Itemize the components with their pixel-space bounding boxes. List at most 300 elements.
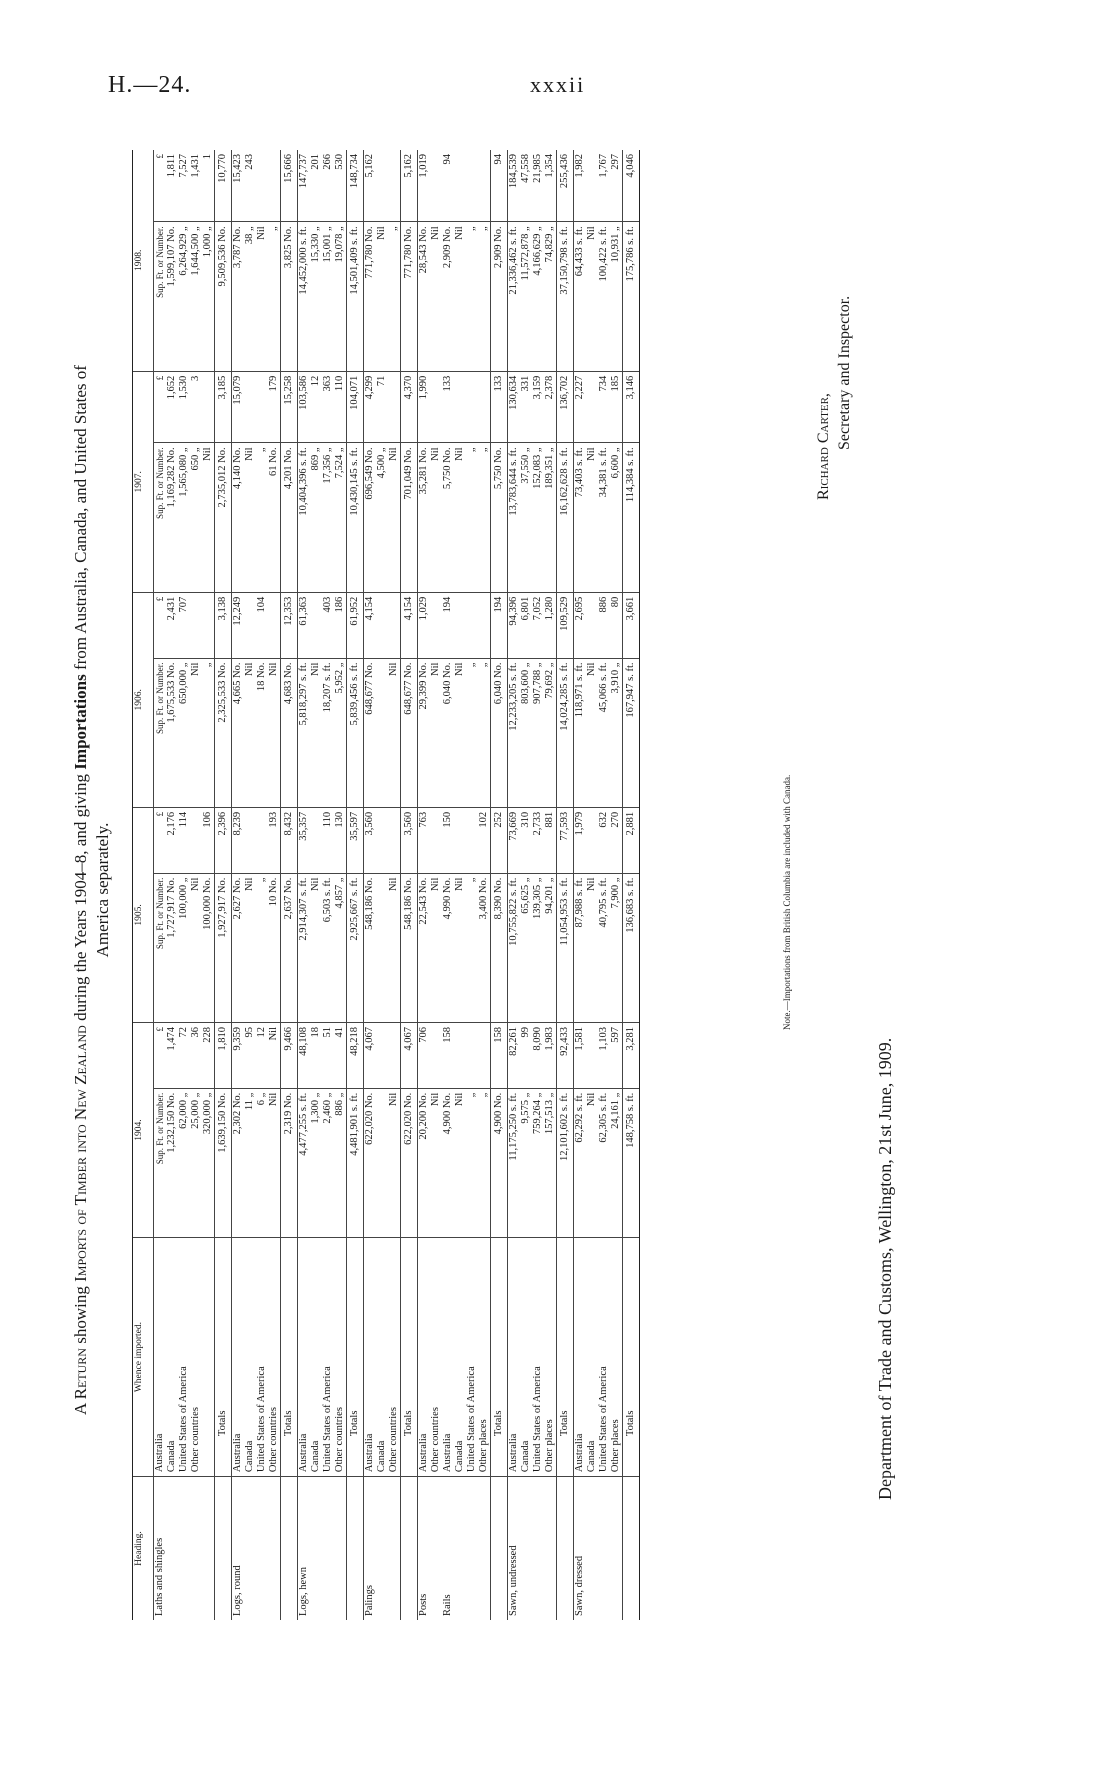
pound-value: 95 (244, 1026, 255, 1038)
page-number: xxxii (530, 72, 586, 97)
pound-value (388, 597, 400, 654)
quantity-value: 1,675,533 No. (166, 662, 177, 723)
pound-value (478, 376, 490, 439)
pound-value (256, 376, 268, 439)
quantity-value: 19,078 „ (334, 226, 345, 263)
quantity-value: Nil (244, 662, 255, 676)
quantity-value: 139,305 „ (532, 877, 543, 920)
title-part: A (71, 1399, 90, 1415)
totals-row (281, 150, 298, 1620)
pound-value: 763 (418, 811, 429, 828)
total-value: 4,046 (623, 150, 640, 222)
total-value: 109,529 (557, 592, 574, 658)
title-part: Imports of Timber into New Zealand (71, 1025, 90, 1282)
pound-value: 36 (190, 1026, 201, 1038)
quantity-value: 869 „ (310, 447, 321, 471)
quantity-cell (442, 222, 491, 371)
quantity-value: 7,524 „ (334, 447, 345, 479)
pound-value (430, 376, 442, 439)
heading-cell (508, 1477, 557, 1620)
origin-label: Other countries (268, 1407, 279, 1473)
whence-cell (154, 1238, 215, 1477)
heading-cell (418, 1477, 443, 1620)
total-quantity: 114,384 s. ft. (623, 443, 640, 592)
value-subheader: £ (155, 1026, 165, 1032)
origin-label: Canada (310, 1440, 321, 1473)
title-part: Return (71, 1348, 90, 1400)
quantity-value: „ (466, 1092, 477, 1098)
quantity-value: 4,140 No. (232, 447, 243, 490)
quantity-cell (298, 658, 347, 807)
value-cell (574, 371, 623, 443)
origin-label: Other countries (334, 1407, 345, 1473)
total-quantity: 1,639,150 No. (215, 1088, 232, 1237)
quantity-subheader: Sup. Ft. or Number. (155, 226, 165, 298)
pound-value: 1,354 (544, 154, 555, 178)
quantity-value: „ (466, 877, 477, 883)
total-quantity: 3,825 No. (281, 222, 298, 371)
quantity-value: 17,356 „ (322, 447, 333, 484)
quantity-value: Nil (376, 226, 387, 240)
pound-value: 47,558 (520, 154, 531, 183)
pound-value: 1,431 (190, 154, 201, 178)
quantity-value: Nil (190, 877, 201, 892)
quantity-value: „ (466, 226, 477, 232)
quantity-value: 5,952 „ (334, 662, 345, 694)
quantity-value: 64,433 s. ft. (574, 226, 585, 277)
quantity-value: 74,829 „ (544, 226, 555, 263)
heading-cell (232, 1477, 281, 1620)
totals-blank-cell (491, 1477, 508, 1620)
total-quantity: 8,390 No. (491, 873, 508, 1022)
quantity-value: Nil (388, 1092, 399, 1107)
quantity-value: 18 No. (256, 662, 267, 692)
pound-value: 133 (442, 375, 453, 392)
total-quantity: 4,481,901 s. ft. (347, 1088, 364, 1237)
pound-value: 82,261 (508, 1026, 519, 1056)
value-cell (232, 1022, 281, 1088)
value-cell (298, 1022, 347, 1088)
pound-value: 147,737 (298, 154, 309, 189)
value-cell (418, 1022, 443, 1088)
quantity-value: Nil (202, 447, 213, 461)
quantity-value: Nil (244, 447, 255, 461)
pound-value: 61,363 (298, 596, 309, 626)
pound-value (376, 154, 388, 217)
pound-value: 104 (256, 596, 267, 613)
pound-value: 150 (442, 811, 453, 828)
totals-row (557, 150, 574, 1620)
total-value: 9,466 (281, 1022, 298, 1088)
quantity-value: 9,575 „ (520, 1092, 531, 1124)
quantity-cell (508, 873, 557, 1022)
quantity-cell (232, 658, 281, 807)
pound-value (244, 812, 256, 869)
quantity-cell (418, 873, 443, 1022)
quantity-value: 1,000 „ (202, 226, 213, 258)
table-group-row (364, 150, 401, 1620)
quantity-value: 2,909 No. (442, 226, 453, 269)
total-quantity: 14,501,409 s. ft. (347, 222, 364, 371)
origin-label: United States of America (178, 1366, 189, 1473)
value-cell (232, 807, 281, 873)
pound-value: 297 (610, 154, 621, 170)
group-heading: Sawn, dressed (574, 1555, 585, 1616)
pound-value: 8,090 (532, 1026, 543, 1051)
pound-value (388, 812, 400, 869)
totals-blank-cell (281, 1477, 298, 1620)
total-value: 4,067 (401, 1022, 418, 1088)
totals-label: Totals (557, 1238, 574, 1477)
total-quantity: 622,020 No. (401, 1088, 418, 1237)
quantity-value: 62,000 „ (178, 1092, 189, 1129)
total-value: 255,436 (557, 150, 574, 222)
totals-row (491, 150, 508, 1620)
total-quantity: 5,750 No. (491, 443, 508, 592)
totals-label: Totals (215, 1238, 232, 1477)
quantity-value: 189,351 „ (544, 447, 555, 489)
total-quantity: 2,925,667 s. ft. (347, 873, 364, 1022)
pound-value: 1,983 (544, 1026, 555, 1051)
quantity-value: 3,787 No. (232, 226, 243, 269)
page-header (0, 72, 1114, 112)
quantity-cell (154, 443, 215, 592)
quantity-value: 11,175,250 s. ft. (508, 1092, 519, 1161)
heading-cell (364, 1477, 401, 1620)
quantity-value: Nil (454, 226, 465, 240)
quantity-value: 152,083 „ (532, 447, 543, 489)
pound-value: 185 (610, 375, 621, 392)
pound-value: 1,029 (418, 596, 429, 621)
value-cell (574, 150, 623, 222)
heading-cell (298, 1477, 347, 1620)
total-quantity: 10,430,145 s. ft. (347, 443, 364, 592)
whence-cell (298, 1238, 347, 1477)
quantity-value: 1,599,107 No. (166, 226, 177, 287)
value-cell (508, 1022, 557, 1088)
heading-cell (442, 1477, 491, 1620)
pound-value (586, 376, 598, 439)
quantity-value: 4,665 No. (232, 662, 243, 705)
totals-label: Totals (401, 1238, 418, 1477)
quantity-value: 2,302 No. (232, 1092, 243, 1135)
pound-value (466, 154, 478, 217)
pound-value (388, 154, 400, 217)
pound-value: 2,695 (574, 596, 585, 621)
quantity-cell (508, 443, 557, 592)
whence-cell (442, 1238, 491, 1477)
pound-value (430, 597, 442, 654)
quantity-cell (508, 222, 557, 371)
total-value: 2,881 (623, 807, 640, 873)
value-cell (232, 150, 281, 222)
group-heading: Logs, round (232, 1565, 243, 1616)
total-value: 104,071 (347, 371, 364, 443)
quantity-value: Nil (586, 226, 597, 240)
quantity-subheader: Sup. Ft. or Number. (155, 447, 165, 519)
pound-value (454, 597, 466, 654)
quantity-value: 73,403 s. ft. (574, 447, 585, 498)
quantity-cell (508, 1088, 557, 1237)
total-quantity: 12,101,602 s. ft. (557, 1088, 574, 1237)
quantity-value: 5,750 No. (442, 447, 453, 490)
quantity-cell (298, 873, 347, 1022)
pound-value: 15,079 (232, 375, 243, 405)
quantity-value: 61 No. (268, 447, 279, 477)
quantity-value: 650,000 „ (178, 662, 189, 704)
totals-label: Totals (347, 1238, 364, 1477)
whence-cell (364, 1238, 401, 1477)
pound-value: 51 (322, 1026, 333, 1038)
pound-value (466, 1027, 478, 1084)
pound-value: 3 (190, 375, 201, 381)
total-quantity: 11,054,953 s. ft. (557, 873, 574, 1022)
total-value: 3,560 (401, 807, 418, 873)
pound-value: 1,811 (166, 154, 177, 178)
pound-value (376, 1027, 388, 1084)
table-group-row (154, 150, 215, 1620)
quantity-cell (574, 222, 623, 371)
total-quantity: 4,201 No. (281, 443, 298, 592)
pound-value: 363 (322, 375, 333, 392)
quantity-value: 65,625 „ (520, 877, 531, 914)
title-part: showing (71, 1281, 90, 1349)
quantity-value: 4,477,255 s. ft. (298, 1092, 309, 1156)
quantity-value: 4,990 No. (442, 877, 453, 920)
quantity-value: 886 „ (334, 1092, 345, 1116)
quantity-value: 696,549 No. (364, 447, 375, 500)
totals-blank-cell (347, 1477, 364, 1620)
pound-value: 403 (322, 596, 333, 613)
pound-value: 130 (334, 811, 345, 828)
whence-cell (508, 1238, 557, 1477)
pound-value (202, 597, 214, 654)
value-cell (298, 592, 347, 658)
pound-value (454, 812, 466, 869)
value-cell (442, 1022, 491, 1088)
total-value: 48,218 (347, 1022, 364, 1088)
total-value: 4,370 (401, 371, 418, 443)
signatory-name-text: Richard Carter, (815, 393, 832, 500)
origin-label: Australia (232, 1433, 243, 1473)
quantity-value: 118,971 s. ft. (574, 662, 585, 718)
total-value: 158 (491, 1022, 508, 1088)
heading-cell (574, 1477, 623, 1620)
value-subheader: £ (155, 811, 165, 817)
quantity-value: „ (256, 877, 267, 883)
origin-label: Canada (244, 1440, 255, 1473)
total-value: 61,952 (347, 592, 364, 658)
quantity-value: Nil (586, 1092, 597, 1107)
quantity-value: 22,543 No. (418, 877, 429, 925)
quantity-cell (232, 443, 281, 592)
value-subheader: £ (155, 154, 165, 159)
value-cell (232, 592, 281, 658)
quantity-value: 2,460 „ (322, 1092, 333, 1124)
quantity-value: 1,232,150 No. (166, 1092, 177, 1153)
timber-imports-table (132, 150, 640, 1620)
pound-value: 886 (598, 596, 609, 613)
document-reference: H.—24. (108, 72, 192, 98)
total-value: 2,396 (215, 807, 232, 873)
quantity-cell (298, 443, 347, 592)
quantity-value: 548,186 No. (364, 877, 375, 930)
origin-label: Other places (610, 1419, 621, 1473)
quantity-value: 24,161 „ (610, 1092, 621, 1129)
quantity-value: 15,330 „ (310, 226, 321, 263)
pound-value: 184,539 (508, 154, 519, 189)
pound-value: 1,581 (574, 1026, 585, 1051)
value-cell (418, 150, 443, 222)
pound-value (466, 376, 478, 439)
table-group-row (442, 150, 491, 1620)
pound-value (454, 376, 466, 439)
origin-label: United States of America (466, 1366, 477, 1473)
quantity-value (376, 663, 388, 803)
quantity-value: 13,783,644 s. ft. (508, 447, 519, 516)
quantity-value: 11,572,878 „ (520, 226, 531, 281)
origin-label: Canada (454, 1440, 465, 1473)
pound-value: 2,227 (574, 375, 585, 400)
rotated-return-sheet (70, 130, 1010, 1650)
quantity-value: 6,503 s. ft. (322, 877, 333, 923)
quantity-value: 2,914,307 s. ft. (298, 877, 309, 941)
quantity-value: 4,857 „ (334, 877, 345, 909)
quantity-value: Nil (586, 447, 597, 461)
total-value: 8,432 (281, 807, 298, 873)
quantity-value: „ (466, 662, 477, 668)
quantity-value: Nil (454, 877, 465, 892)
pound-value: 706 (418, 1026, 429, 1043)
quantity-value: 100,422 s. ft. (598, 226, 609, 282)
pound-value: 881 (544, 811, 555, 828)
pound-value (430, 154, 442, 217)
pound-value (478, 1027, 490, 1084)
quantity-value: 622,020 No. (364, 1092, 375, 1145)
origin-label: Canada (586, 1440, 597, 1473)
quantity-value: Nil (268, 1092, 279, 1107)
quantity-value: 7,900 „ (610, 877, 621, 909)
quantity-value: 10,931 „ (610, 226, 621, 263)
total-quantity: 2,909 No. (491, 222, 508, 371)
pound-value: 530 (334, 154, 345, 170)
quantity-value: 803,600 „ (520, 662, 531, 704)
totals-row (215, 150, 232, 1620)
total-value: 5,162 (401, 150, 418, 222)
origin-label: Australia (364, 1433, 375, 1473)
value-cell (154, 807, 215, 873)
quantity-value: 20,200 No. (418, 1092, 429, 1140)
quantity-cell (364, 222, 401, 371)
total-value: 3,138 (215, 592, 232, 658)
col-heading: Heading. (133, 1477, 154, 1620)
total-value: 3,185 (215, 371, 232, 443)
quantity-cell (508, 658, 557, 807)
origin-label: Other countries (430, 1407, 441, 1473)
quantity-cell (364, 873, 401, 1022)
col-1904: 1904. (133, 1022, 154, 1237)
pound-value: 1,990 (418, 375, 429, 400)
totals-blank-cell (623, 1477, 640, 1620)
quantity-cell (418, 658, 443, 807)
pound-value: 1,982 (574, 154, 585, 178)
quantity-value: 4,500 „ (376, 447, 387, 479)
value-cell (154, 150, 215, 222)
quantity-value: Nil (586, 662, 597, 676)
pound-value: 3,159 (532, 375, 543, 400)
pound-value: 331 (520, 375, 531, 392)
quantity-value: 40,795 s. ft. (598, 877, 609, 928)
quantity-value: 37,550 „ (520, 447, 531, 484)
heading-cell (154, 1477, 215, 1620)
pound-value (376, 812, 388, 869)
quantity-value: Nil (430, 877, 441, 892)
value-cell (298, 150, 347, 222)
quantity-value: Nil (310, 877, 321, 892)
quantity-value: 14,452,000 s. ft. (298, 226, 309, 295)
pound-value: 734 (598, 375, 609, 392)
value-cell (442, 150, 491, 222)
origin-label: Canada (166, 1440, 177, 1473)
group-heading: Palings (364, 1585, 375, 1616)
whence-cell (418, 1238, 443, 1477)
pound-value: 1,474 (166, 1026, 177, 1051)
col-1907: 1907. (133, 371, 154, 592)
pound-value: 5,162 (364, 154, 375, 178)
table-note: Note.—Importations from British Columbia are included with Canada. (782, 774, 792, 1030)
total-quantity: 2,735,012 No. (215, 443, 232, 592)
value-cell (508, 592, 557, 658)
quantity-subheader: Sup. Ft. or Number. (155, 662, 165, 735)
pound-value (256, 154, 268, 217)
value-cell (364, 807, 401, 873)
quantity-value: 320,000 „ (202, 1092, 213, 1135)
pound-value: 73,669 (508, 811, 519, 841)
pound-value: 2,378 (544, 375, 555, 400)
quantity-value: „ (268, 226, 279, 232)
quantity-value: 1,300 „ (310, 1092, 321, 1124)
value-cell (574, 592, 623, 658)
pound-value: 270 (610, 811, 621, 828)
group-heading: Logs, hewn (298, 1567, 309, 1616)
totals-blank-cell (557, 1477, 574, 1620)
total-quantity: 548,186 No. (401, 873, 418, 1022)
pound-value: 6,801 (520, 596, 531, 621)
quantity-value: 21,336,462 s. ft. (508, 226, 519, 295)
pound-value (478, 154, 490, 217)
quantity-value: Nil (388, 662, 399, 676)
value-cell (508, 150, 557, 222)
pound-value: 18 (310, 1026, 321, 1038)
quantity-value: „ (256, 447, 267, 453)
total-quantity: 167,947 s. ft. (623, 658, 640, 807)
pound-value (388, 1027, 400, 1084)
quantity-value: 28,543 No. (418, 226, 429, 274)
quantity-value: „ (202, 662, 213, 668)
table-group-row (418, 150, 443, 1620)
quantity-cell (232, 1088, 281, 1237)
total-value: 3,146 (623, 371, 640, 443)
quantity-value: 35,281 No. (418, 447, 429, 495)
quantity-value: Nil (268, 662, 279, 676)
value-cell (154, 1022, 215, 1088)
origin-label: Other countries (388, 1407, 399, 1473)
total-quantity: 148,758 s. ft. (623, 1088, 640, 1237)
pound-value (586, 812, 598, 869)
pound-value: 9,359 (232, 1026, 243, 1051)
quantity-value: Nil (244, 877, 255, 892)
pound-value: 2,733 (532, 811, 543, 836)
